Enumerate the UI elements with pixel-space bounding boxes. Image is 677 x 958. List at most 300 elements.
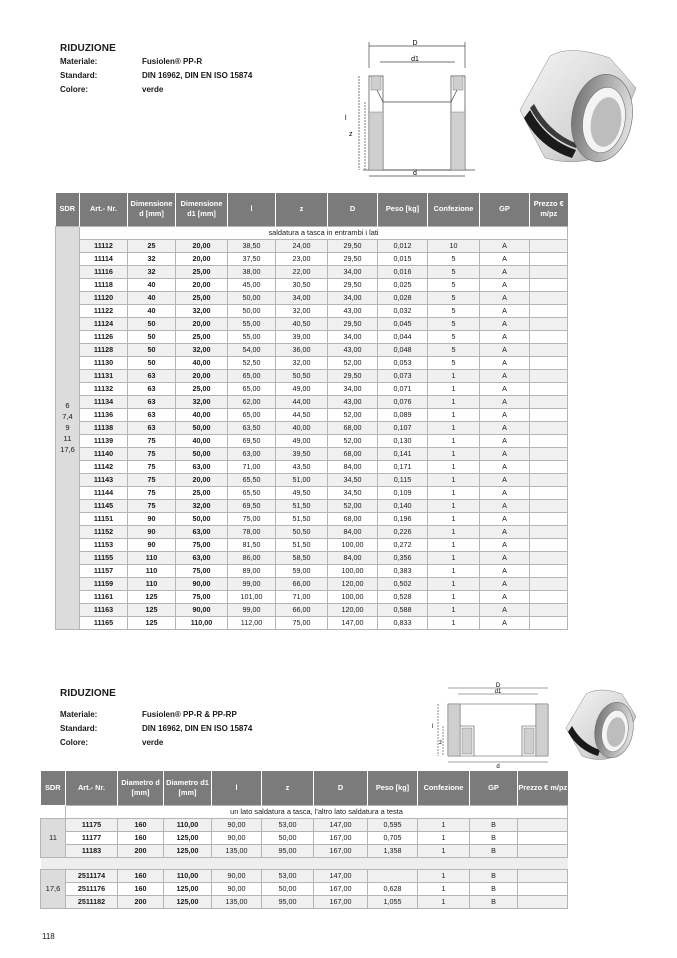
table-cell: 52,00 [328,434,378,447]
table-cell: 11157 [80,564,128,577]
table-cell [530,486,568,499]
table-row [56,369,568,382]
table-row [56,408,568,421]
table-cell: B [470,882,518,895]
table-cell [518,818,568,831]
table-cell: A [480,603,530,616]
table-cell: 11155 [80,551,128,564]
table-cell: 2511176 [66,882,118,895]
table-cell: 75 [128,473,176,486]
table-cell: 65,50 [228,473,276,486]
table-cell: 0,048 [378,343,428,356]
table-cell: 53,00 [262,818,314,831]
col-header: z [262,771,314,805]
table-cell: 58,50 [276,551,328,564]
table-cell: 1 [418,882,470,895]
table-cell: 200 [118,844,164,857]
table-cell: A [480,356,530,369]
table-cell: 101,00 [228,590,276,603]
table-cell: 100,00 [328,538,378,551]
col-header: l [212,771,262,805]
table-cell: 34,00 [328,382,378,395]
table-cell: 38,00 [228,265,276,278]
table-cell: 0,028 [378,291,428,304]
table-cell [530,343,568,356]
page-number: 118 [42,932,55,941]
table-cell: 110,00 [164,869,212,882]
table-cell: 5 [428,356,480,369]
table-cell: 11131 [80,369,128,382]
table-cell: 1 [428,590,480,603]
reducer-product-image-2 [560,684,640,764]
table-cell: 5 [428,291,480,304]
table-cell: 34,50 [328,473,378,486]
table-cell: 50,00 [176,421,228,434]
table-cell: 11161 [80,590,128,603]
table-cell: 1 [428,421,480,434]
table-cell: A [480,434,530,447]
meta-label: Colore: [60,738,88,747]
diagram2-label-D: D [495,683,501,689]
table-cell: 43,00 [328,395,378,408]
table-cell: 100,00 [328,564,378,577]
table-cell: 20,00 [176,317,228,330]
table-cell: 39,00 [276,330,328,343]
table-cell: 40,00 [176,356,228,369]
table-cell: 0,076 [378,395,428,408]
table-cell: 90,00 [176,603,228,616]
table-cell: 110,00 [164,818,212,831]
table-header-row [56,193,568,226]
table-cell [530,291,568,304]
table-cell: 40 [128,291,176,304]
col-header: D [328,193,378,226]
table-cell: 90 [128,525,176,538]
table-cell: 75 [128,499,176,512]
diagram-label-d1: d1 [411,56,419,63]
table-cell: A [480,525,530,538]
table-cell: 11177 [66,831,118,844]
table-cell: A [480,291,530,304]
table-row [56,616,568,629]
table-cell [530,460,568,473]
table-row [56,499,568,512]
table-cell: 11175 [66,818,118,831]
table-cell [530,382,568,395]
table-cell: 63 [128,408,176,421]
table-row [41,869,568,882]
table-cell: 99,00 [228,577,276,590]
table-cell: 5 [428,343,480,356]
table-cell: 22,00 [276,265,328,278]
table-cell: A [480,304,530,317]
table-row [41,831,568,844]
table-cell: 40,00 [176,434,228,447]
table-cell: 65,50 [228,486,276,499]
table-cell: A [480,421,530,434]
table-cell: 34,50 [328,486,378,499]
table-cell: 0,107 [378,421,428,434]
table-cell: 29,50 [328,317,378,330]
table-cell: 90 [128,512,176,525]
table-cell: 125,00 [164,831,212,844]
table-cell: 11136 [80,408,128,421]
table-cell: 63,00 [176,551,228,564]
table-cell: 25 [128,239,176,252]
table-cell: 43,00 [328,343,378,356]
table-cell: 54,00 [228,343,276,356]
table-cell: 50 [128,317,176,330]
table-cell: 11118 [80,278,128,291]
table-cell: 0,272 [378,538,428,551]
table-cell: 11143 [80,473,128,486]
table-cell: 65,00 [228,382,276,395]
table-cell: 1 [428,577,480,590]
table-cell: 20,00 [176,278,228,291]
col-header: Art.- Nr. [80,193,128,226]
table-cell: 110 [128,551,176,564]
table-cell: 11183 [66,844,118,857]
table-cell [530,447,568,460]
table-cell: 63 [128,382,176,395]
table-cell: 5 [428,304,480,317]
meta-value: Fusiolen® PP-R [142,57,203,66]
table-cell: 125 [128,603,176,616]
table-cell: 1,055 [368,895,418,908]
table-cell: 99,00 [228,603,276,616]
table-cell: 1 [428,382,480,395]
table-cell: A [480,252,530,265]
col-header: D [314,771,368,805]
col-header: Dimensione d [mm] [128,193,176,226]
table-cell: A [480,577,530,590]
table-cell: 51,00 [276,473,328,486]
table-cell: 50,00 [262,882,314,895]
table-cell: 110 [128,564,176,577]
table-cell: 125,00 [164,895,212,908]
reducer-technical-drawing [335,38,485,183]
table-cell [530,590,568,603]
table-cell: 75,00 [176,590,228,603]
table-row [41,844,568,857]
table-row [56,252,568,265]
table-cell: 11126 [80,330,128,343]
table-cell: 120,00 [328,603,378,616]
table-row [56,447,568,460]
table-cell: 50,00 [176,447,228,460]
col-header: Prezzo € m/pz [518,771,568,805]
table-cell: 71,00 [276,590,328,603]
table-cell: 53,00 [262,869,314,882]
table-cell: 71,00 [228,460,276,473]
col-header: z [276,193,328,226]
table-cell [530,473,568,486]
table-cell: 0,226 [378,525,428,538]
table-cell: 1 [418,844,470,857]
table-cell: 5 [428,252,480,265]
table-cell: 84,00 [328,460,378,473]
table-cell [530,603,568,616]
table-cell: 44,50 [276,408,328,421]
sdr-cell: 11 [41,818,66,857]
table-row [56,317,568,330]
table-cell: 75,00 [176,564,228,577]
table-cell: A [480,460,530,473]
table-cell: 1 [428,460,480,473]
table-cell: 40,50 [276,317,328,330]
table-row [56,564,568,577]
table-cell: 50,50 [276,369,328,382]
table-cell: 59,00 [276,564,328,577]
table-cell: 11120 [80,291,128,304]
table-cell: 32,00 [176,304,228,317]
table-cell: 11112 [80,239,128,252]
table-row [56,486,568,499]
table-cell [530,330,568,343]
table-cell [530,304,568,317]
table-cell: 125 [128,616,176,629]
table-cell: 135,00 [212,895,262,908]
table-cell: 44,00 [276,395,328,408]
table-cell: 34,00 [328,291,378,304]
table-cell: 0,016 [378,265,428,278]
table-cell: 0,071 [378,382,428,395]
table-cell: 63,50 [228,421,276,434]
table-cell: A [480,278,530,291]
table-cell: 11122 [80,304,128,317]
diagram-label-l: l [345,115,347,122]
table-cell: 65,00 [228,369,276,382]
table-cell [530,369,568,382]
table-cell: 11138 [80,421,128,434]
table-cell: 0,045 [378,317,428,330]
table-cell: 5 [428,317,480,330]
section1-meta [60,55,252,97]
table-cell: 49,50 [276,486,328,499]
table-cell: 63 [128,421,176,434]
table-cell: 65,00 [228,408,276,421]
table-cell: 160 [118,869,164,882]
table-cell [530,356,568,369]
table-cell: 11128 [80,343,128,356]
table-cell: 75,00 [176,538,228,551]
diagram-label-z: z [349,131,353,138]
table-cell: 0,012 [378,239,428,252]
diagram2-label-d1: d1 [494,689,502,695]
table-row [56,538,568,551]
table-cell: 1 [428,369,480,382]
table-cell: 63 [128,369,176,382]
table-cell: 5 [428,265,480,278]
table-cell: 1 [428,499,480,512]
table-cell: 1 [428,447,480,460]
col-header: Art.- Nr. [66,771,118,805]
meta-value: DIN 16962, DIN EN ISO 15874 [142,71,253,80]
table-cell: 63,00 [228,447,276,460]
table-cell: 11152 [80,525,128,538]
table-cell: 37,50 [228,252,276,265]
table-row [56,382,568,395]
table-cell: 11142 [80,460,128,473]
table-cell: 68,00 [328,447,378,460]
diagram-label-D: D [412,40,418,47]
meta-label: Materiale: [60,57,98,66]
table-cell: 84,00 [328,551,378,564]
table-cell: 40,00 [276,421,328,434]
table-cell: 29,50 [328,369,378,382]
table-cell: 50 [128,343,176,356]
table-cell [518,844,568,857]
table-cell: 66,00 [276,603,328,616]
table-cell: 50,50 [276,525,328,538]
diagram-label-d: d [413,170,417,177]
table-cell: B [470,818,518,831]
table-cell: 0,053 [378,356,428,369]
table-cell: 50,00 [228,291,276,304]
table-cell: 45,00 [228,278,276,291]
table-cell: 11151 [80,512,128,525]
table-cell: A [480,551,530,564]
table-cell [518,869,568,882]
diagram2-label-d: d [496,764,500,768]
table-cell: 10 [428,239,480,252]
table-cell: 0,171 [378,460,428,473]
table-cell: 32,00 [176,343,228,356]
table-cell [368,869,418,882]
col-header: Confezione [428,193,480,226]
table-cell: 36,00 [276,343,328,356]
table-row [56,291,568,304]
table-cell: 50,00 [262,831,314,844]
table-cell: 1 [428,616,480,629]
meta-value: DIN 16962, DIN EN ISO 15874 [142,724,253,733]
col-header: Dimensione d1 [mm] [176,193,228,226]
table-cell: 75 [128,460,176,473]
table-cell: 25,00 [176,265,228,278]
table-row [56,525,568,538]
col-header: Diametro d1 [mm] [164,771,212,805]
table-cell: 81,50 [228,538,276,551]
section1-table [55,193,568,630]
table-cell [530,551,568,564]
table-cell: A [480,265,530,278]
table-cell: 125 [128,590,176,603]
table-cell: 0,044 [378,330,428,343]
table-cell: 49,00 [276,434,328,447]
table-note-row [56,226,568,239]
table-cell: 147,00 [314,818,368,831]
table-cell: 160 [118,818,164,831]
table-cell: 32,00 [276,356,328,369]
table-cell: 32 [128,265,176,278]
table-row [56,343,568,356]
sdr-cell: 6 7,4 9 11 17,6 [56,226,80,629]
table-cell: 90 [128,538,176,551]
table-cell: A [480,395,530,408]
table-cell: 49,00 [276,382,328,395]
table-cell: 38,50 [228,239,276,252]
table-cell [518,831,568,844]
meta-value: verde [142,85,164,94]
table-cell: 34,00 [328,265,378,278]
table-cell: 11159 [80,577,128,590]
table-cell [530,395,568,408]
table-cell: 90,00 [212,818,262,831]
table-cell: A [480,330,530,343]
table-cell: 1 [418,869,470,882]
table-cell: 1 [428,538,480,551]
table-cell: 0,628 [368,882,418,895]
table-cell: 90,00 [212,831,262,844]
table-cell: 11114 [80,252,128,265]
reducer-product-image [510,40,642,170]
table-cell: 1 [428,473,480,486]
section2-title: RIDUZIONE [60,688,116,699]
table-cell [530,512,568,525]
table-cell: 1 [428,486,480,499]
table-cell [530,564,568,577]
table-cell: 0,130 [378,434,428,447]
table-row [56,330,568,343]
table-cell: 63 [128,395,176,408]
table-row [56,278,568,291]
table-cell: 55,00 [228,317,276,330]
table-cell: 11153 [80,538,128,551]
col-header: Peso [kg] [378,193,428,226]
table-cell: 11134 [80,395,128,408]
table-cell: 2511182 [66,895,118,908]
table-cell: B [470,869,518,882]
table-cell: 11145 [80,499,128,512]
table-cell: 1 [428,551,480,564]
table-cell: 125,00 [164,882,212,895]
reducer-technical-drawing-2 [430,680,555,768]
meta-value: verde [142,738,164,747]
table-row [41,818,568,831]
table-cell: 20,00 [176,473,228,486]
table-cell: 32,00 [176,395,228,408]
table-cell: 52,50 [228,356,276,369]
table-cell: 1 [428,525,480,538]
table-cell: 52,00 [328,408,378,421]
table-cell: 167,00 [314,895,368,908]
table-cell: 75 [128,447,176,460]
table-cell: 39,50 [276,447,328,460]
table-cell: 24,00 [276,239,328,252]
table-cell: 90,00 [212,882,262,895]
table-row [41,882,568,895]
table-row [56,395,568,408]
col-header: GP [480,193,530,226]
table-cell: 95,00 [262,844,314,857]
table-cell: B [470,895,518,908]
table-cell: 0,528 [378,590,428,603]
table-cell: 34,00 [276,291,328,304]
table-cell: 147,00 [314,869,368,882]
table-cell: 11144 [80,486,128,499]
sdr-cell: 17,6 [41,869,66,908]
col-header: SDR [56,193,80,226]
table-row [56,603,568,616]
table-cell: 69,50 [228,499,276,512]
table-cell: 11130 [80,356,128,369]
table-cell: 62,00 [228,395,276,408]
table-cell: 11116 [80,265,128,278]
table-cell: A [480,382,530,395]
table-cell: 11124 [80,317,128,330]
table-cell: 0,015 [378,252,428,265]
table-cell: 2511174 [66,869,118,882]
